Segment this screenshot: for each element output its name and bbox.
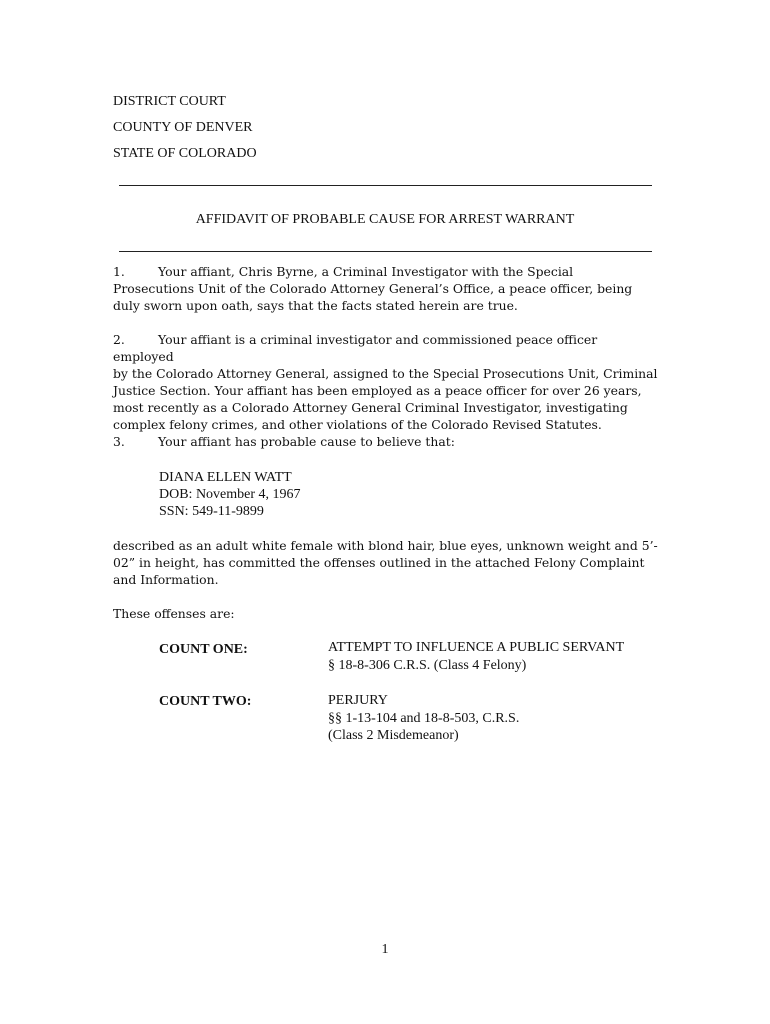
document-title: AFFIDAVIT OF PROBABLE CAUSE FOR ARREST WARRANT bbox=[195, 212, 575, 227]
bottom-divider bbox=[119, 251, 652, 252]
subject-description: described as an adult white female with blond hair, blue eyes, unknown weight and 5’- 02” in height, has committed the offenses outlined in the attached Felony Complaint and Information. bbox=[113, 538, 658, 587]
count-one-detail: ATTEMPT TO INFLUENCE A PUBLIC SERVANT § 18-8-306 C.R.S. (Class 4 Felony) bbox=[328, 640, 625, 673]
offenses-intro: These offenses are: bbox=[113, 606, 235, 621]
county-name: COUNTY OF DENVER bbox=[113, 120, 253, 135]
paragraph-3: 3. Your affiant has probable cause to believe that: bbox=[113, 434, 455, 449]
paragraph-1-number: 1. bbox=[113, 264, 125, 279]
paragraph-3-number: 3. bbox=[113, 434, 125, 449]
page-number: 1 bbox=[381, 942, 389, 957]
paragraph-2-number: 2. bbox=[113, 332, 125, 347]
court-name: DISTRICT COURT bbox=[113, 94, 226, 109]
paragraph-2: 2. Your affiant is a criminal investigator and commissioned peace officer employed by the Colorado Attorney General, assigned to the Special Prosecutions Unit, Criminal Justice Section. Your affiant has been employed as a peace officer for over 26 years, most recently as a Colorado Attorney General Criminal Investigator, investigating complex felony crimes, and other violations of the Colorado Revised Statutes. bbox=[113, 332, 658, 432]
top-divider bbox=[119, 185, 652, 186]
count-one-label: COUNT ONE: bbox=[159, 642, 248, 657]
count-two-label: COUNT TWO: bbox=[159, 694, 252, 709]
paragraph-1: 1. Your affiant, Chris Byrne, a Criminal Investigator with the Special Prosecutions Unit of the Colorado Attorney General’s Office, a peace officer, being duly sworn upon oath, says that the facts stated herein are true. bbox=[113, 264, 633, 313]
count-two-detail: PERJURY §§ 1-13-104 and 18-8-503, C.R.S. (Class 2 Misdemeanor) bbox=[328, 693, 520, 743]
subject-name: DIANA ELLEN WATT bbox=[159, 470, 292, 485]
subject-ssn: SSN: 549-11-9899 bbox=[159, 504, 264, 519]
subject-dob: DOB: November 4, 1967 bbox=[159, 487, 301, 502]
state-name: STATE OF COLORADO bbox=[113, 146, 257, 161]
